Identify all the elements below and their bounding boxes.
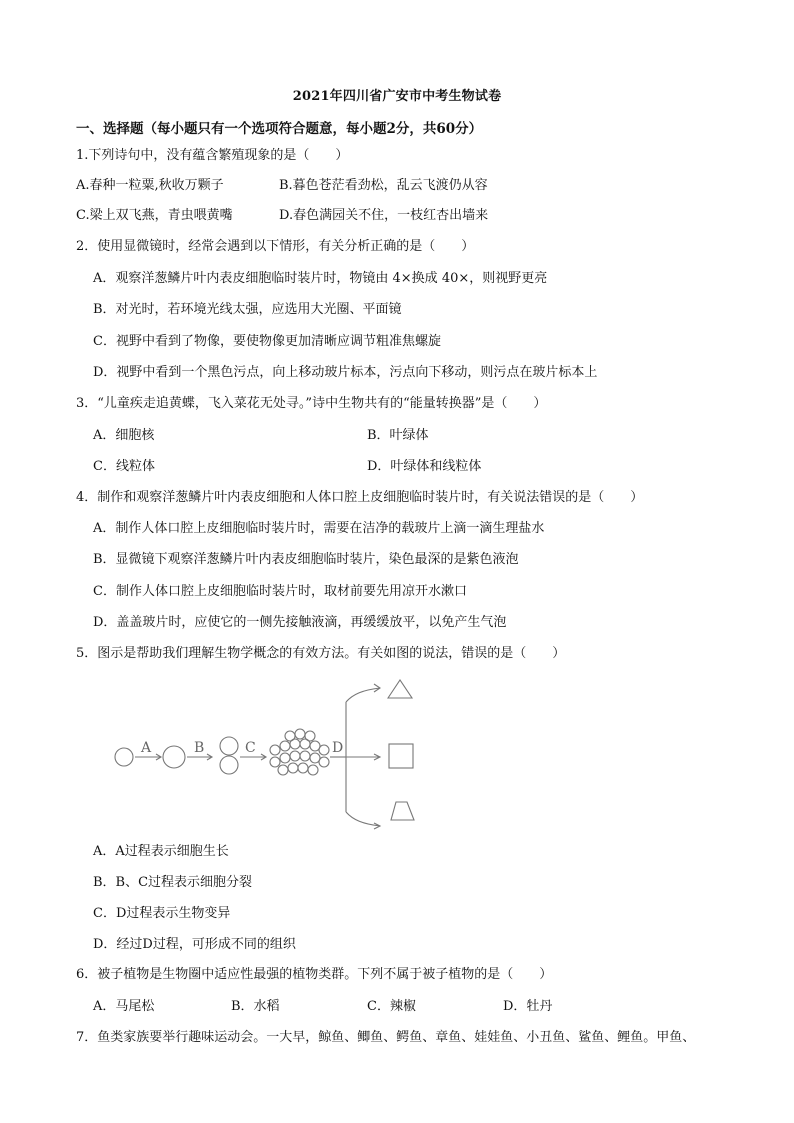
question-1-stem: 1.下列诗句中，没有蕴含繁殖现象的是（ ）	[76, 148, 349, 163]
question-6-option-b: B．水稻	[231, 999, 280, 1014]
cell-cluster	[270, 729, 329, 775]
question-1-option-d: D.春色满园关不住，一枝红杏出墙来	[279, 208, 489, 223]
question-3-option-a: A．细胞核	[93, 428, 155, 443]
question-2-option-d: D．视野中看到一个黑色污点，向上移动玻片标本，污点向下移动，则污点在玻片标本上	[93, 365, 598, 380]
diagram-label-b: B	[194, 740, 205, 756]
trapezoid-shape	[391, 802, 414, 820]
question-5-option-a: A．A过程表示细胞生长	[93, 844, 229, 859]
cell-grown-circle	[163, 746, 185, 768]
question-3-option-b: B．叶绿体	[367, 428, 429, 443]
question-4-option-b: B．显微镜下观察洋葱鳞片叶内表皮细胞临时装片，染色最深的是紫色液泡	[93, 552, 519, 567]
question-5-option-d: D．经过D过程，可形成不同的组织	[93, 937, 296, 952]
diagram-label-d: D	[332, 740, 344, 756]
question-5-stem: 5．图示是帮助我们理解生物学概念的有效方法。有关如图的说法，错误的是（ ）	[76, 646, 566, 661]
question-1-option-a: A.春种一粒粟,秋收万颗子	[76, 178, 224, 193]
question-6-option-d: D．牡丹	[503, 999, 553, 1014]
cell-process-diagram	[108, 672, 438, 832]
triangle-shape	[388, 680, 412, 698]
question-2-option-a: A．观察洋葱鳞片叶内表皮细胞临时装片时，物镜由 4×换成 40×，则视野更亮	[93, 271, 548, 286]
section-heading: 一、选择题（每小题只有一个选项符合题意，每小题2分，共60分）	[76, 121, 483, 137]
diagram-label-c: C	[245, 740, 256, 756]
question-6-option-c: C．辣椒	[367, 999, 416, 1014]
cell-divided-top	[220, 737, 238, 755]
question-1-option-b: B.暮色苍茫看劲松，乱云飞渡仍从容	[279, 178, 488, 193]
cell-small-circle	[115, 748, 133, 766]
square-shape	[389, 744, 413, 768]
question-3-stem: 3．“儿童疾走追黄蝶，飞入菜花无处寻。”诗中生物共有的“能量转换器”是（ ）	[76, 396, 547, 411]
question-6-option-a: A．马尾松	[93, 999, 155, 1014]
question-1-option-c: C.梁上双飞燕，青虫喂黄嘴	[76, 208, 233, 223]
question-2-option-c: C．视野中看到了物像，要使物像更加清晰应调节粗准焦螺旋	[93, 334, 441, 349]
question-6-stem: 6．被子植物是生物圈中适应性最强的植物类群。下列不属于被子植物的是（ ）	[76, 967, 553, 982]
question-5-option-c: C．D过程表示生物变异	[93, 906, 231, 921]
question-5-option-b: B．B、C过程表示细胞分裂	[93, 875, 253, 890]
exam-title: 2021年四川省广安市中考生物试卷	[292, 89, 502, 104]
question-7-stem: 7．鱼类家族要举行趣味运动会。一大早，鲸鱼、鲫鱼、鳄鱼、章鱼、娃娃鱼、小丑鱼、鲨鱼、鲤鱼。甲鱼、	[76, 1030, 696, 1045]
question-3-option-c: C．线粒体	[93, 459, 155, 474]
question-4-option-c: C．制作人体口腔上皮细胞临时装片时，取材前要先用凉开水漱口	[93, 584, 467, 599]
diagram-label-a: A	[141, 740, 152, 756]
question-4-option-a: A．制作人体口腔上皮细胞临时装片时，需要在洁净的载玻片上滴一滴生理盐水	[93, 521, 545, 536]
question-2-option-b: B．对光时，若环境光线太强，应选用大光圈、平面镜	[93, 302, 402, 317]
question-3-option-d: D．叶绿体和线粒体	[367, 459, 482, 474]
question-4-option-d: D．盖盖玻片时，应使它的一侧先接触液滴，再缓缓放平，以免产生气泡	[93, 615, 507, 630]
question-2-stem: 2．使用显微镜时，经常会遇到以下情形，有关分析正确的是（ ）	[76, 239, 475, 254]
question-4-stem: 4．制作和观察洋葱鳞片叶内表皮细胞和人体口腔上皮细胞临时装片时，有关说法错误的是（ ）	[76, 490, 644, 505]
cell-divided-bottom	[220, 756, 238, 774]
